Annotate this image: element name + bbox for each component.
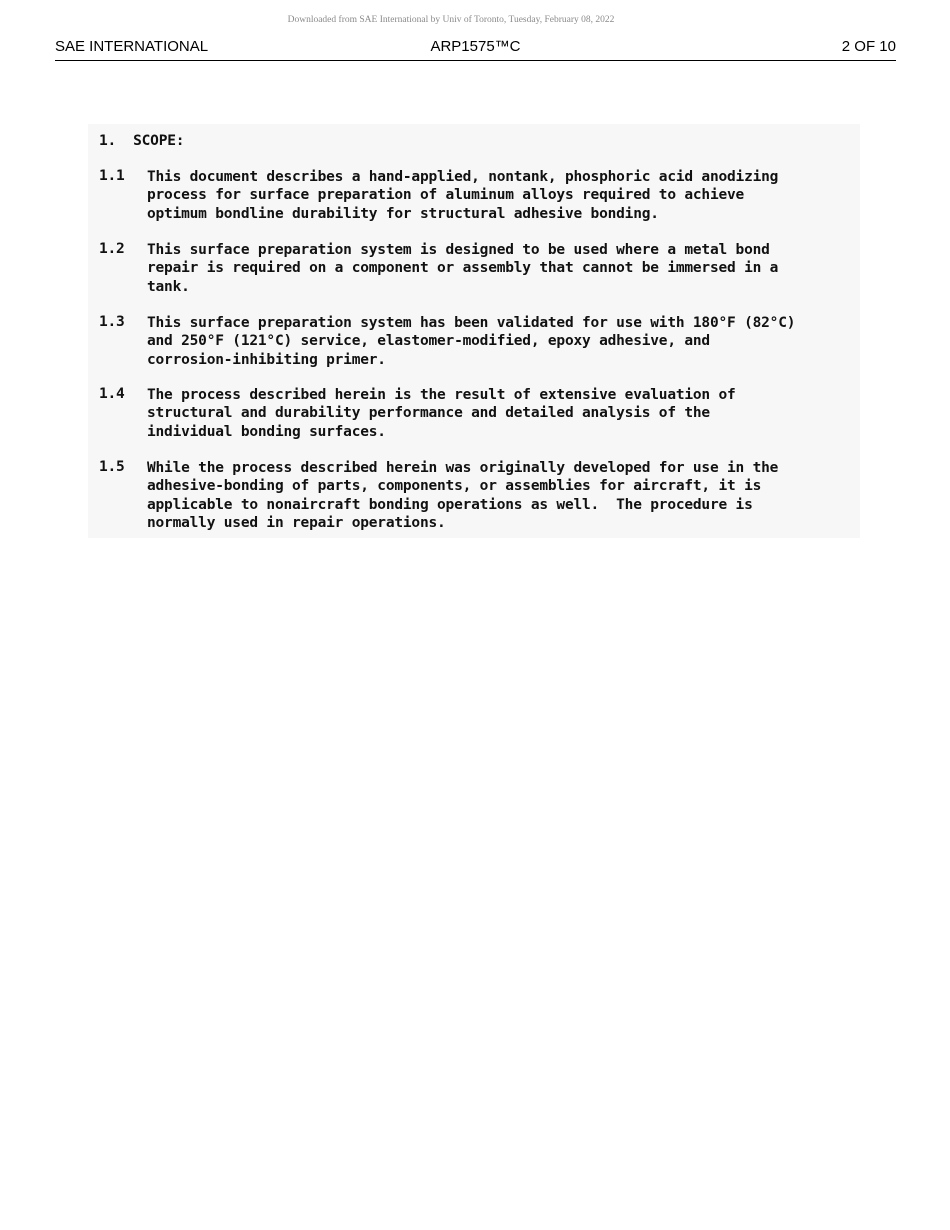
item-line: repair is required on a component or assembly that cannot be immersed in a (147, 260, 779, 277)
item-line: adhesive-bonding of parts, components, or assemblies for aircraft, it is (147, 478, 762, 495)
item-line: The process described herein is the result of extensive evaluation of (147, 387, 736, 403)
download-watermark: Downloaded from SAE International by Univ of Toronto, Tuesday, February 08, 2022 (287, 15, 615, 25)
item-line: This surface preparation system is designed to be used where a metal bond (147, 242, 770, 258)
item-line: applicable to nonaircraft bonding operations as well. The procedure is (147, 496, 753, 513)
item-line: optimum bondline durability for structural adhesive bonding. (147, 205, 659, 222)
document-id: ARP1575™C (430, 38, 521, 55)
item-line: individual bonding surfaces. (147, 423, 386, 440)
item-number: 1.5 (99, 459, 125, 475)
item-line: corrosion-inhibiting primer. (147, 351, 386, 368)
page-number: 2 OF 10 (841, 38, 896, 55)
item-line: normally used in repair operations. (147, 514, 446, 531)
item-line: and 250°F (121°C) service, elastomer-modified, epoxy adhesive, and (147, 333, 710, 350)
item-line: process for surface preparation of aluminum alloys required to achieve (147, 187, 745, 204)
item-number: 1.4 (99, 386, 125, 402)
section-title: 1. SCOPE: (99, 133, 185, 149)
item-number: 1.2 (99, 241, 125, 257)
scanned-scope-section (88, 124, 860, 538)
publisher-name: SAE INTERNATIONAL (55, 38, 209, 55)
item-line: tank. (147, 278, 190, 295)
item-line: This surface preparation system has been validated for use with 180°F (82°C) (147, 315, 796, 331)
item-line: While the process described herein was originally developed for use in the (147, 460, 779, 476)
item-number: 1.1 (99, 168, 125, 184)
item-number: 1.3 (99, 314, 125, 330)
page-header (55, 38, 896, 61)
item-line: This document describes a hand-applied, nontank, phosphoric acid anodizing (147, 169, 779, 185)
item-line: structural and durability performance and detailed analysis of the (147, 405, 710, 422)
